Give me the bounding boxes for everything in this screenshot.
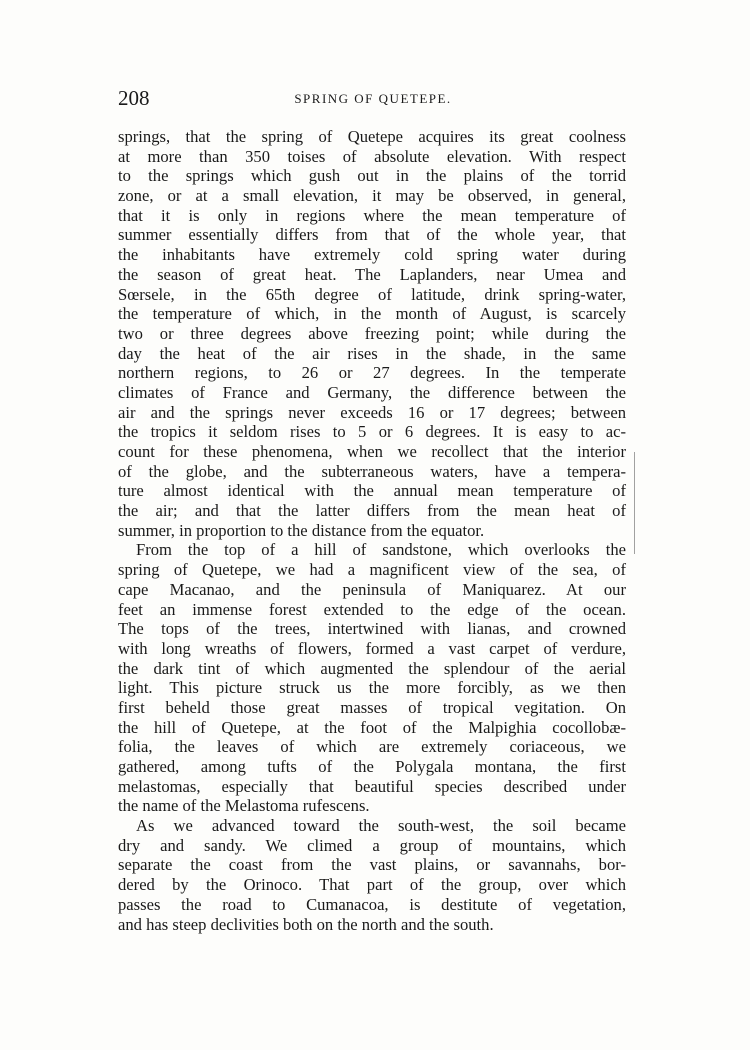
body-text (118, 127, 626, 934)
text-line: the season of great heat. The Laplanders, near Umea and (118, 264, 626, 284)
text-line: first beheld those great masses of tropical vegitation. On (118, 697, 626, 717)
text-line: the temperature of which, in the month of August, is scarcely (118, 304, 626, 324)
text-line: to the springs which gush out in the plains of the torrid (118, 166, 626, 186)
text-line: the air; and that the latter differs from the mean heat of (118, 501, 626, 521)
text-line: dered by the Orinoco. That part of the group, over which (118, 875, 626, 895)
text-line: day the heat of the air rises in the shade, in the same (118, 343, 626, 363)
text-line: springs, that the spring of Quetepe acquires its great coolness (118, 127, 626, 146)
text-line: the name of the Melastoma rufescens. (118, 796, 370, 816)
text-line: the inhabitants have extremely cold spring water during (118, 245, 626, 265)
text-line: climates of France and Germany, the difference between the (118, 382, 626, 402)
text-line: melastomas, especially that beautiful species described under (118, 776, 626, 796)
text-line: separate the coast from the vast plains, or savannahs, bor- (118, 855, 626, 875)
text-line: count for these phenomena, when we recollect that the interior (118, 442, 626, 461)
text-line: passes the road to Cumanacoa, is destitute of vegetation, (118, 894, 626, 914)
text-line: ture almost identical with the annual mean temperature of (118, 481, 626, 501)
text-line: gathered, among tufts of the Polygala montana, the first (118, 757, 626, 776)
text-line: the tropics it seldom rises to 5 or 6 degrees. It is easy to ac- (118, 422, 626, 442)
page-number: 208 (118, 86, 150, 110)
text-line: and has steep declivities both on the north and the south. (118, 914, 494, 934)
text-line: air and the springs never exceeds 16 or 17 degrees; between (118, 402, 626, 422)
text-line: folia, the leaves of which are extremely coriaceous, we (118, 737, 626, 757)
text-line: at more than 350 toises of absolute elevation. With respect (118, 146, 626, 166)
text-line: light. This picture struck us the more forcibly, as we then (118, 678, 626, 698)
text-line: the hill of Quetepe, at the foot of the Malpighia cocollobæ- (118, 717, 626, 737)
text-line: of the globe, and the subterraneous waters, have a tempera- (118, 461, 626, 481)
text-line: dry and sandy. We climed a group of mountains, which (118, 835, 626, 855)
running-title: SPRING OF QUETEPE. (294, 91, 452, 106)
text-line: cape Macanao, and the peninsula of Maniquarez. At our (118, 579, 626, 599)
text-line: zone, or at a small elevation, it may be observed, in general, (118, 186, 626, 206)
text-line: As we advanced toward the south-west, the soil became (136, 816, 626, 836)
text-line: northern regions, to 26 or 27 degrees. In the temperate (118, 363, 626, 383)
margin-pencil-mark (634, 452, 639, 554)
text-line: summer, in proportion to the distance from the equator. (118, 520, 485, 540)
text-line: with long wreaths of flowers, formed a vast carpet of verdure, (118, 638, 626, 658)
text-line: that it is only in regions where the mean temperature of (118, 205, 626, 225)
text-line: feet an immense forest extended to the edge of the ocean. (118, 599, 626, 619)
page-header (118, 86, 628, 116)
text-line: The tops of the trees, intertwined with lianas, and crowned (118, 619, 626, 639)
text-line: summer essentially differs from that of the whole year, that (118, 225, 626, 245)
text-line: spring of Quetepe, we had a magnificent view of the sea, of (118, 560, 626, 580)
text-line: From the top of a hill of sandstone, which overlooks the (136, 540, 626, 560)
text-line: two or three degrees above freezing point; while during the (118, 323, 626, 343)
text-line: Sœrsele, in the 65th degree of latitude, drink spring-water, (118, 284, 626, 304)
text-line: the dark tint of which augmented the splendour of the aerial (118, 658, 626, 678)
